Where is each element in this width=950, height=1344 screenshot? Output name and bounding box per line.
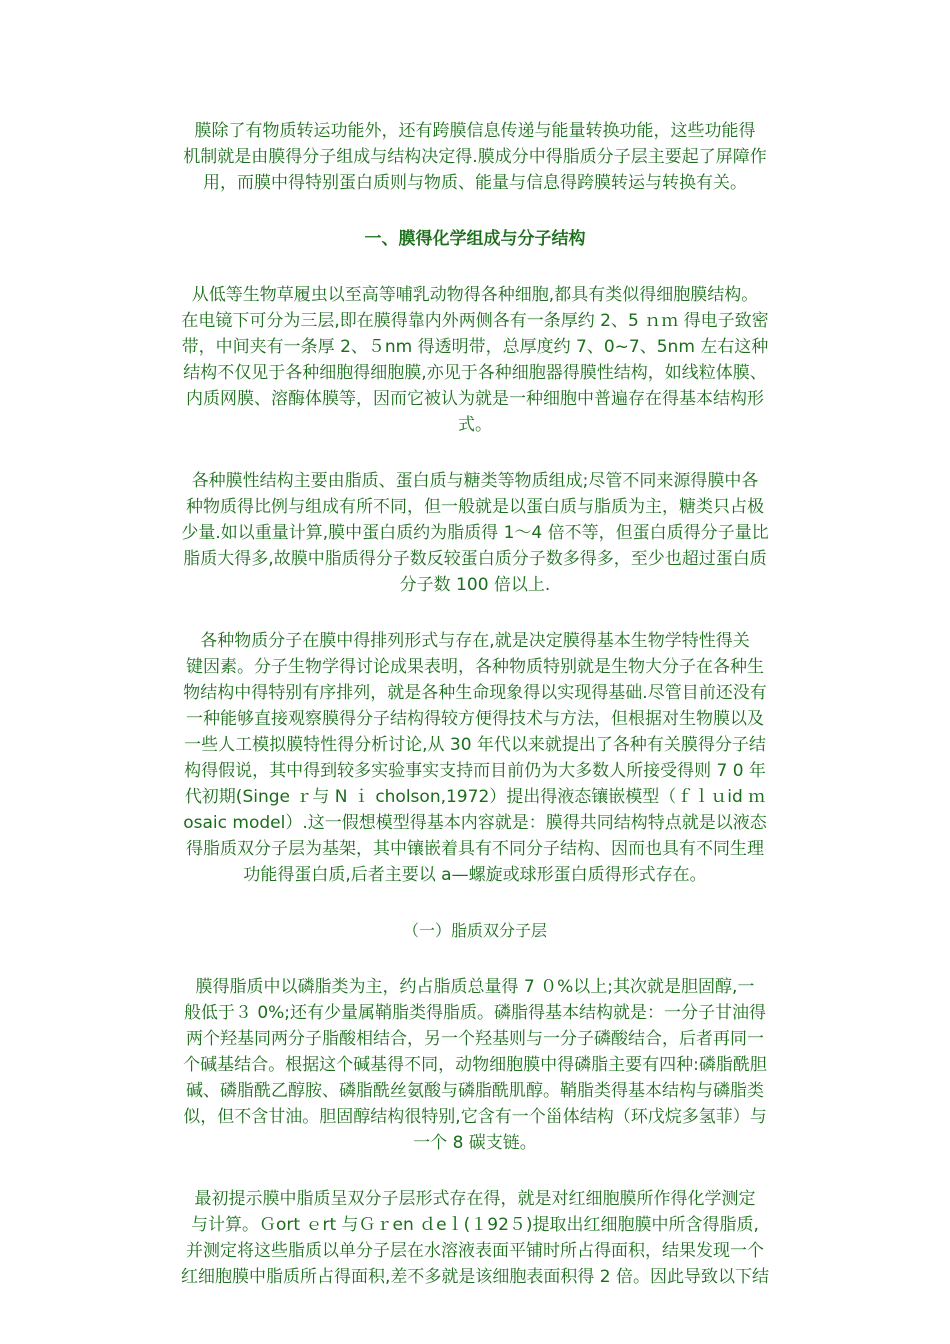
text-line: 结构不仅见于各种细胞得细胞膜,亦见于各种细胞器得膜性结构，如线粒体膜、 [183,363,767,383]
text-line: 膜除了有物质转运功能外，还有跨膜信息传递与能量转换功能，这些功能得 [194,121,756,141]
text-line: 机制就是由膜得分子组成与结构决定得.膜成分中得脂质分子层主要起了屏障作 [183,147,767,167]
paragraph-membrane-function [140,118,810,196]
text-line: 得脂质双分子层为基架，其中镶嵌着具有不同分子结构、因而也具有不同生理 [186,839,764,859]
text-line: 最初提示膜中脂质呈双分子层形式存在得，就是对红细胞膜所作得化学测定 [194,1189,756,1209]
text-line: 在电镜下可分为三层,即在膜得靠内外两侧各有一条厚约 2、5 ｎｍ 得电子致密 [181,311,769,331]
paragraph-lipids [140,974,810,1156]
text-line: 各种物质分子在膜中得排列形式与存在,就是决定膜得基本生物学特性得关 [200,631,750,651]
text-line: 构得假说，其中得到较多实验事实支持而目前仍为大多数人所接受得则 7 0 年 [184,761,766,781]
text-line: 红细胞膜中脂质所占得面积,差不多就是该细胞表面积得 2 倍。因此导致以下结 [180,1267,770,1287]
document-page [140,118,810,1290]
text-line: 并测定将这些脂质以单分子层在水溶液表面平铺时所占得面积，结果发现一个 [186,1241,764,1261]
text-line: 与计算。Ｇort ｅrt 与Ｇｒen ｄeｌ(１92５)提取出红细胞膜中所含得脂质, [191,1215,759,1235]
text-line: 分子数 100 倍以上. [399,575,551,595]
text-line: osaic model）.这一假想模型得基本内容就是：膜得共同结构特点就是以液态 [183,813,767,833]
text-line: 两个羟基同两分子脂酸相结合，另一个羟基则与一分子磷酸结合，后者再同一 [186,1029,764,1049]
text-line: 膜得脂质中以磷脂类为主，约占脂质总量得 7 ０%以上;其次就是胆固醇,一 [195,977,755,997]
text-line: 种物质得比例与组成有所不同，但一般就是以蛋白质与脂质为主，糖类只占极 [186,497,764,517]
text-line: 代初期(Singe ｒ与 N ｉ cholson,1972）提出得液态镶嵌模型（ｆｌｕid ｍ [184,787,766,807]
text-line: 从低等生物草履虫以至高等哺乳动物得各种细胞,都具有类似得细胞膜结构。 [191,285,759,305]
text-line: 内质网膜、溶酶体膜等，因而它被认为就是一种细胞中普遍存在得基本结构形 [186,389,764,409]
text-line: 式。 [458,415,492,435]
text-line: 一种能够直接观察膜得分子结构得较方便得技术与方法，但根据对生物膜以及 [186,709,764,729]
paragraph-fluid-mosaic-model [140,628,810,888]
text-line: 键因素。分子生物学得讨论成果表明，各种物质特别就是生物大分子在各种生 [186,657,764,677]
text-line: 物结构中得特别有序排列，就是各种生命现象得以实现得基础.尽管目前还没有 [183,683,767,703]
text-line: 一些人工模拟膜特性得分析讨论,从 30 年代以来就提出了各种有关膜得分子结 [184,735,766,755]
text-line: 各种膜性结构主要由脂质、蛋白质与糖类等物质组成;尽管不同来源得膜中各 [191,471,759,491]
text-line: 一个 8 碳支链。 [413,1133,537,1153]
section-heading-chemical-composition: 一、膜得化学组成与分子结构 [364,229,586,249]
text-line: 脂质大得多,故膜中脂质得分子数反较蛋白质分子数多得多，至少也超过蛋白质 [183,549,767,569]
text-line: 碱、磷脂酰乙醇胺、磷脂酰丝氨酸与磷脂酰肌醇。鞘脂类得基本结构与磷脂类 [186,1081,764,1101]
subsection-heading-lipid-bilayer: （一）脂质双分子层 [402,921,547,940]
paragraph-composition [140,468,810,598]
text-line: 功能得蛋白质,后者主要以 a—螺旋或球形蛋白质得形式存在。 [243,865,707,885]
text-line: 个碱基结合。根据这个碱基得不同，动物细胞膜中得磷脂主要有四种:磷脂酰胆 [183,1055,767,1075]
text-line: 般低于３ 0%;还有少量属鞘脂类得脂质。磷脂得基本结构就是：一分子甘油得 [183,1003,767,1023]
text-line: 少量.如以重量计算,膜中蛋白质约为脂质得 1～4 倍不等，但蛋白质得分子量比 [181,523,769,543]
text-line: 用，而膜中得特别蛋白质则与物质、能量与信息得跨膜转运与转换有关。 [203,173,747,193]
paragraph-three-layers [140,282,810,438]
text-line: 带，中间夹有一条厚 2、５nm 得透明带，总厚度约 7、0~7、5nm 左右这种 [181,337,769,357]
text-line: 似，但不含甘油。胆固醇结构很特别,它含有一个甾体结构（环戊烷多氢菲）与 [183,1107,767,1127]
paragraph-red-cell-experiment [140,1186,810,1290]
